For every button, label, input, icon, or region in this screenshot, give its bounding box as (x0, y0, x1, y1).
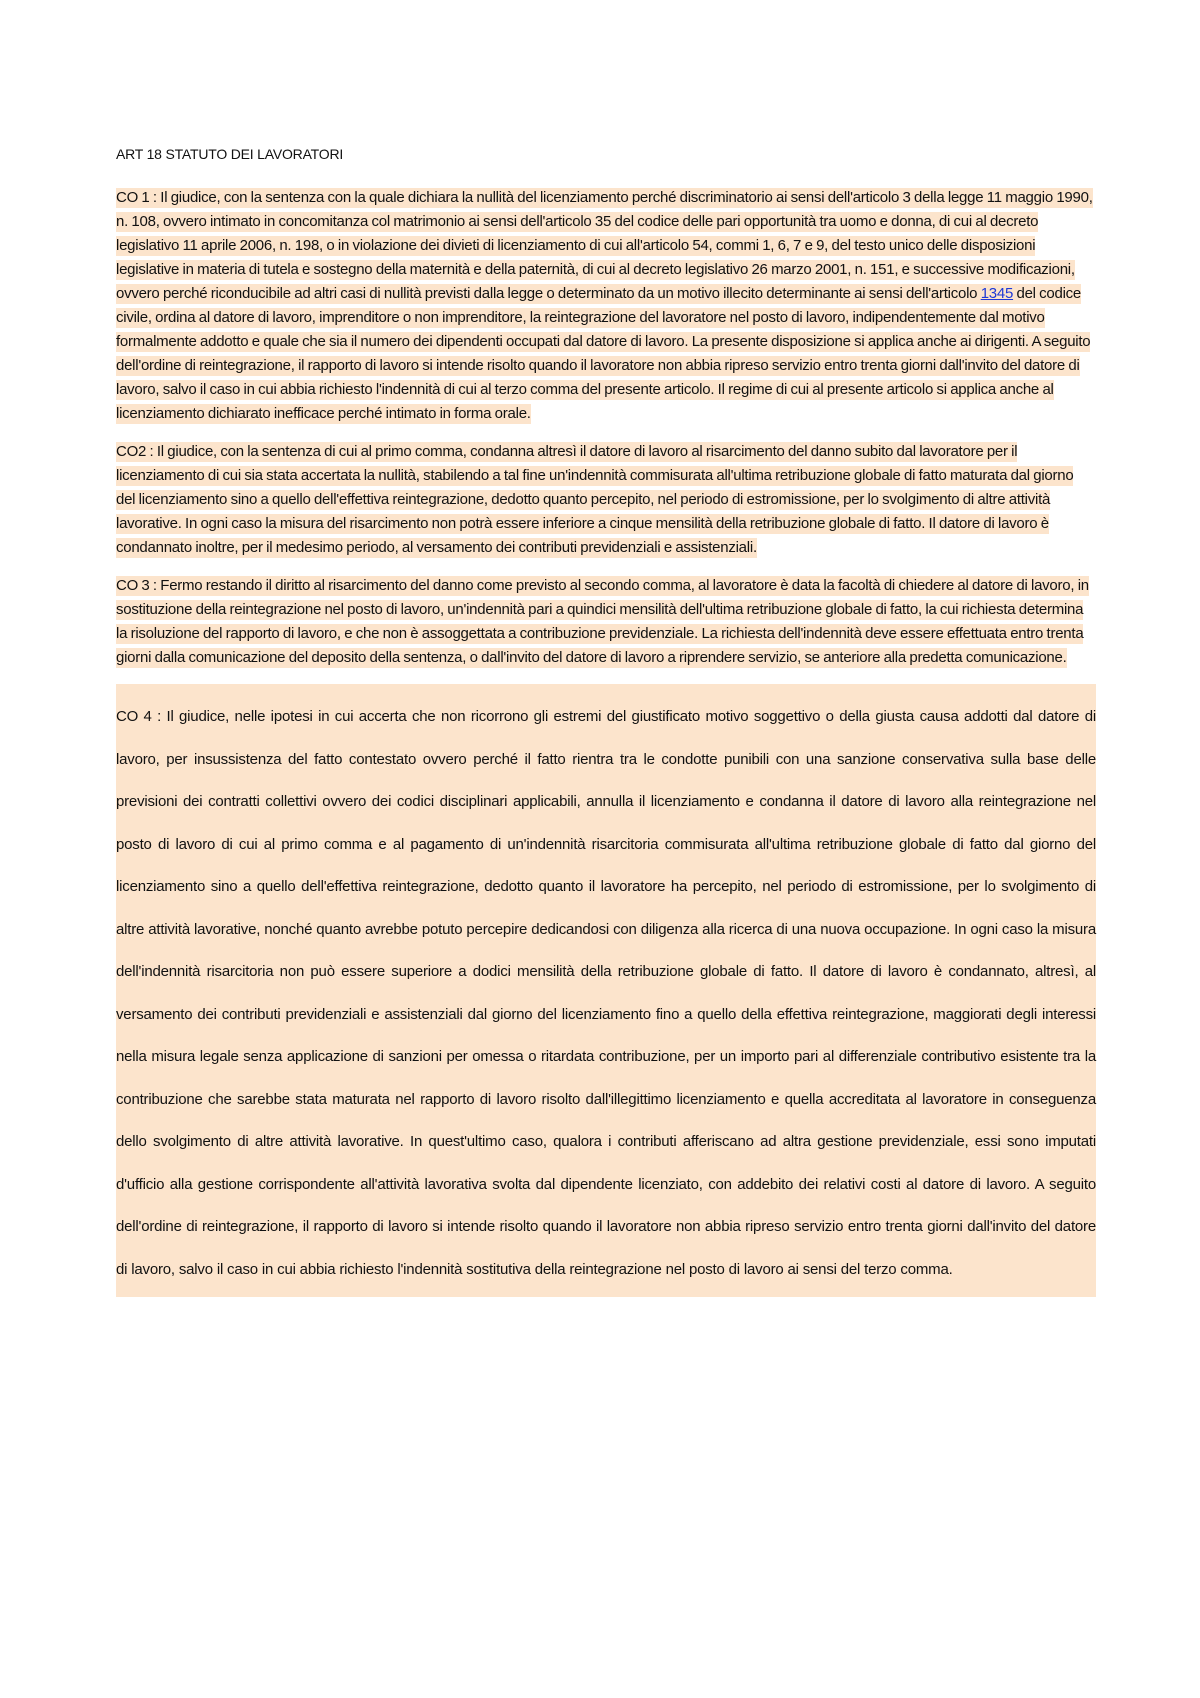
co3-label: CO 3 : (116, 577, 157, 594)
co3-highlight (116, 576, 1089, 668)
paragraph-co4 (116, 684, 1096, 1297)
civil-code-article-link[interactable]: 1345 (980, 285, 1014, 302)
co4-text: Il giudice, nelle ipotesi in cui accerta che non ricorrono gli estremi del giustificato motivo soggettivo o della giusta causa addotti dal datore di lavoro, per insussistenza del fatto contestato ovvero perché il fatto rientra tra le condotte punibili con una sanzione conservativa sulla base delle previsioni dei contratti collettivi ovvero dei codici disciplinari applicabili, annulla il licenziamento e condanna il datore di lavoro alla reintegrazione nel posto di lavoro di cui al primo comma e al pagamento di un'indennità risarcitoria commisurata all'ultima retribuzione globale di fatto dal giorno del licenziamento sino a quello dell'effettiva reintegrazione, dedotto quanto il lavoratore ha percepito, nel periodo di estromissione, per lo svolgimento di altre attività lavorative, nonché quanto avrebbe potuto percepire dedicandosi con diligenza alla ricerca di una nuova occupazione. In ogni caso la misura dell'indennità risarcitoria non può essere superiore a dodici mensilità della retribuzione globale di fatto. Il datore di lavoro è condannato, altresì, al versamento dei contributi previdenziali e assistenziali dal giorno del licenziamento fino a quello della effettiva reintegrazione, maggiorati degli interessi nella misura legale senza applicazione di sanzioni per omessa o ritardata contribuzione, per un importo pari al differenziale contributivo esistente tra la contribuzione che sarebbe stata maturata nel rapporto di lavoro risolto dall'illegittimo licenziamento e quella accreditata al lavoratore in conseguenza dello svolgimento di altre attività lavorative. In quest'ultimo caso, qualora i contributi afferiscano ad altra gestione previdenziale, essi sono imputati d'ufficio alla gestione corrispondente all'attività lavorativa svolta dal dipendente licenziato, con addebito dei relativi costi al datore di lavoro. A seguito dell'ordine di reintegrazione, il rapporto di lavoro si intende risolto quando il lavoratore non abbia ripreso servizio entro trenta giorni dall'invito del datore di lavoro, salvo il caso in cui abbia richiesto l'indennità sostitutiva della reintegrazione nel posto di lavoro ai sensi del terzo comma. (116, 708, 1096, 1278)
paragraph-co1 (116, 186, 1096, 426)
document-page (116, 144, 1096, 1297)
co1-label: CO 1 : (116, 189, 157, 206)
co1-text-before-link: Il giudice, con la sentenza con la quale dichiara la nullità del licenziamento perché discriminatorio ai sensi dell'articolo 3 della legge 11 maggio 1990, n. 108, ovvero intimato in concomitanza col matrimonio ai sensi dell'articolo 35 del codice delle pari opportunità tra uomo e donna, di cui al decreto legislativo 11 aprile 2006, n. 198, o in violazione dei divieti di licenziamento di cui all'articolo 54, commi 1, 6, 7 e 9, del testo unico delle disposizioni legislative in materia di tutela e sostegno della maternità e della paternità, di cui al decreto legislativo 26 marzo 2001, n. 151, e successive modificazioni, ovvero perché riconducibile ad altri casi di nullità previsti dalla legge o determinato da un motivo illecito determinante ai sensi dell'articolo (116, 189, 1093, 302)
co4-label: CO 4 : (116, 708, 162, 725)
document-title: ART 18 STATUTO DEI LAVORATORI (116, 146, 344, 162)
co1-text-after-link: del codice civile, ordina al datore di lavoro, imprenditore o non imprenditore, la reintegrazione del lavoratore nel posto di lavoro, indipendentemente dal motivo formalmente addotto e quale che sia il numero dei dipendenti occupati dal datore di lavoro. La presente disposizione si applica anche ai dirigenti. A seguito dell'ordine di reintegrazione, il rapporto di lavoro si intende risolto quando il lavoratore non abbia ripreso servizio entro trenta giorni dall'invito del datore di lavoro, salvo il caso in cui abbia richiesto l'indennità di cui al terzo comma del presente articolo. Il regime di cui al presente articolo si applica anche al licenziamento dichiarato inefficace perché intimato in forma orale. (116, 285, 1091, 422)
paragraph-co3 (116, 574, 1096, 670)
co2-label: CO2 : (116, 443, 154, 460)
co3-text: Fermo restando il diritto al risarcimento del danno come previsto al secondo comma, al lavoratore è data la facoltà di chiedere al datore di lavoro, in sostituzione della reintegrazione nel posto di lavoro, un'indennità pari a quindici mensilità dell'ultima retribuzione globale di fatto, la cui richiesta determina la risoluzione del rapporto di lavoro, e che non è assoggettata a contribuzione previdenziale. La richiesta dell'indennità deve essere effettuata entro trenta giorni dalla comunicazione del deposito della sentenza, o dall'invito del datore di lavoro a riprendere servizio, se anteriore alla predetta comunicazione. (116, 577, 1089, 666)
co1-highlight (116, 188, 1093, 424)
co2-highlight (116, 442, 1073, 558)
paragraph-co2 (116, 440, 1096, 560)
co2-text: Il giudice, con la sentenza di cui al primo comma, condanna altresì il datore di lavoro al risarcimento del danno subito dal lavoratore per il licenziamento di cui sia stata accertata la nullità, stabilendo a tal fine un'indennità commisurata all'ultima retribuzione globale di fatto maturata dal giorno del licenziamento sino a quello dell'effettiva reintegrazione, dedotto quanto percepito, nel periodo di estromissione, per lo svolgimento di altre attività lavorative. In ogni caso la misura del risarcimento non potrà essere inferiore a cinque mensilità della retribuzione globale di fatto. Il datore di lavoro è condannato inoltre, per il medesimo periodo, al versamento dei contributi previdenziali e assistenziali. (116, 443, 1074, 556)
